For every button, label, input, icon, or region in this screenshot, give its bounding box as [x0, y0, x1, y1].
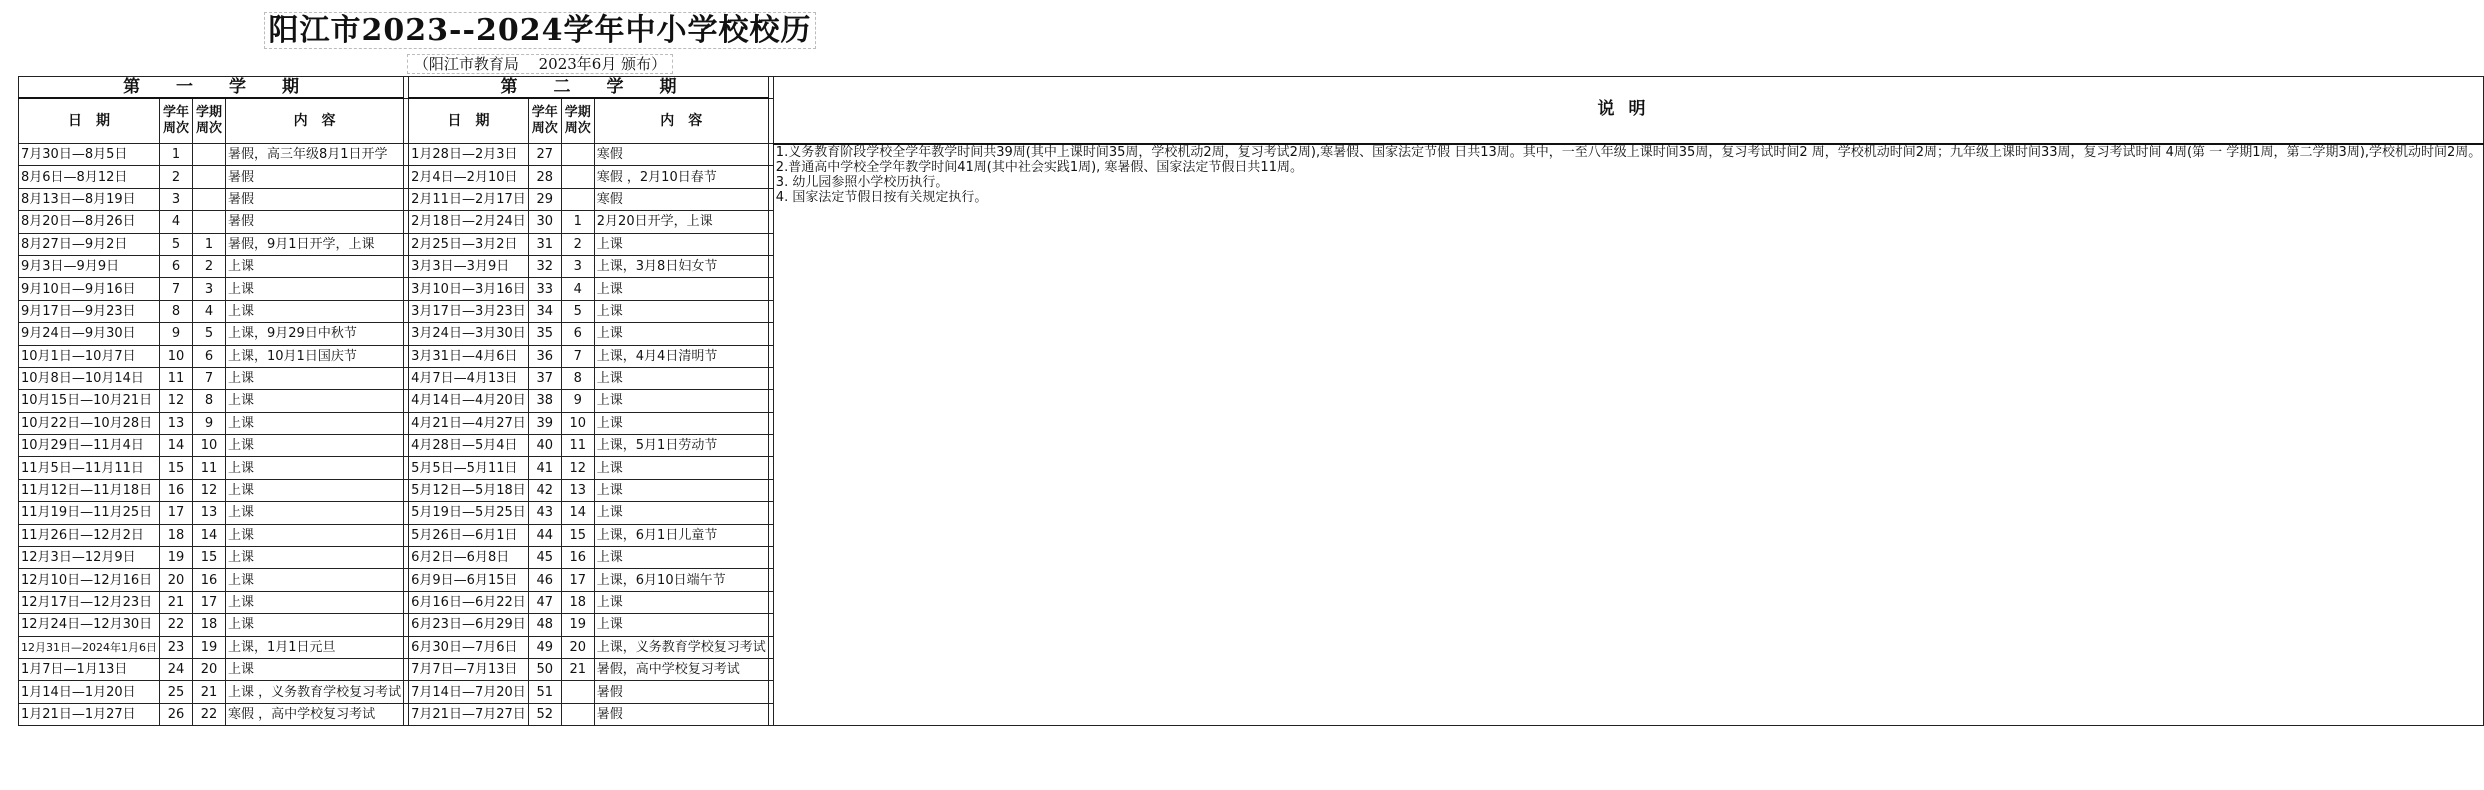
s2-school-week-cell: 40	[528, 435, 561, 457]
s1-content-cell: 暑假，高三年级8月1日开学	[226, 144, 404, 166]
s2-date-cell: 5月12日—5月18日	[409, 479, 529, 501]
s2-school-week-cell: 38	[528, 390, 561, 412]
s1-date-cell: 7月30日—8月5日	[19, 144, 160, 166]
s2-school-week-cell: 41	[528, 457, 561, 479]
s2-date-cell: 3月31日—4月6日	[409, 345, 529, 367]
s1-term-week-cell: 20	[193, 658, 226, 680]
s1-term-week-cell: 6	[193, 345, 226, 367]
s1-school-week-cell: 15	[160, 457, 193, 479]
s1-school-week-cell: 25	[160, 681, 193, 703]
s1-term-week-cell: 17	[193, 591, 226, 613]
s2-term-week-cell	[561, 681, 594, 703]
s1-content-cell: 上课	[226, 658, 404, 680]
s2-school-week-cell: 44	[528, 524, 561, 546]
s2-content-cell: 暑假	[594, 703, 768, 725]
s1-content-cell: 上课	[226, 524, 404, 546]
s2-term-week-cell: 21	[561, 658, 594, 680]
s1-school-week-cell: 7	[160, 278, 193, 300]
column-gap	[768, 681, 773, 703]
s1-content-cell: 暑假	[226, 166, 404, 188]
s2-content-cell: 上课，3月8日妇女节	[594, 255, 768, 277]
s2-content-cell: 上课，义务教育学校复习考试	[594, 636, 768, 658]
s2-school-week-cell: 30	[528, 211, 561, 233]
s1-school-week-cell: 20	[160, 569, 193, 591]
s2-term-week-cell: 6	[561, 323, 594, 345]
s2-content-cell: 上课	[594, 591, 768, 613]
column-gap	[768, 233, 773, 255]
s1-content-cell: 上课，1月1日元旦	[226, 636, 404, 658]
s1-date-cell: 8月27日—9月2日	[19, 233, 160, 255]
s1-school-week-cell: 23	[160, 636, 193, 658]
s2-school-week-cell: 47	[528, 591, 561, 613]
s1-school-week-cell: 14	[160, 435, 193, 457]
s1-term-week-cell: 12	[193, 479, 226, 501]
s1-term-week-cell: 5	[193, 323, 226, 345]
s2-content-cell: 上课	[594, 457, 768, 479]
s1-content-cell: 上课	[226, 255, 404, 277]
s2-term-week-cell: 1	[561, 211, 594, 233]
s2-term-week-cell: 20	[561, 636, 594, 658]
s2-date-cell: 5月26日—6月1日	[409, 524, 529, 546]
school-calendar-table	[18, 76, 2484, 726]
s2-content-cell: 上课	[594, 300, 768, 322]
s2-term-week-cell: 14	[561, 502, 594, 524]
s1-term-week-cell	[193, 188, 226, 210]
s1-content-cell: 上课	[226, 502, 404, 524]
s1-content-cell: 上课	[226, 479, 404, 501]
notes-header: 说明	[773, 77, 2484, 144]
s2-date-cell: 7月21日—7月27日	[409, 703, 529, 725]
s2-school-week-cell: 28	[528, 166, 561, 188]
semester-header-row	[19, 77, 2484, 99]
column-gap	[768, 435, 773, 457]
column-gap	[768, 345, 773, 367]
s1-term-week-cell: 15	[193, 547, 226, 569]
column-gap	[768, 547, 773, 569]
s1-date-cell: 11月19日—11月25日	[19, 502, 160, 524]
s2-date-cell: 6月16日—6月22日	[409, 591, 529, 613]
s1-term-week-cell: 13	[193, 502, 226, 524]
notes-panel	[773, 144, 2484, 726]
column-gap	[768, 502, 773, 524]
s2-date-cell: 4月21日—4月27日	[409, 412, 529, 434]
s2-school-week-cell: 32	[528, 255, 561, 277]
s2-date-cell: 6月9日—6月15日	[409, 569, 529, 591]
s1-term-week-cell: 2	[193, 255, 226, 277]
s1-term-week-cell: 10	[193, 435, 226, 457]
s2-term-week-cell: 17	[561, 569, 594, 591]
s2-content-cell: 寒假	[594, 144, 768, 166]
s1-term-week-cell: 9	[193, 412, 226, 434]
s1-term-week-cell: 7	[193, 367, 226, 389]
s1-term-week-cell	[193, 144, 226, 166]
column-gap	[768, 703, 773, 725]
s2-content-cell: 寒假	[594, 188, 768, 210]
s2-term-week-cell: 12	[561, 457, 594, 479]
s2-content-cell: 上课	[594, 278, 768, 300]
s2-school-week-cell: 48	[528, 614, 561, 636]
s2-term-week-cell: 8	[561, 367, 594, 389]
s1-school-week-cell: 2	[160, 166, 193, 188]
semester2-header: 第二学期	[409, 77, 769, 99]
s2-term-week-cell	[561, 166, 594, 188]
s1-content-cell: 上课	[226, 300, 404, 322]
s1-content-cell: 上课	[226, 569, 404, 591]
s2-school-week-cell: 43	[528, 502, 561, 524]
s2-school-week-cell: 29	[528, 188, 561, 210]
s2-school-week-cell: 46	[528, 569, 561, 591]
s1-content-cell: 暑假	[226, 188, 404, 210]
s1-date-cell: 1月7日—1月13日	[19, 658, 160, 680]
s2-content-cell: 2月20日开学，上课	[594, 211, 768, 233]
s2-content-cell: 上课	[594, 614, 768, 636]
s1-content-cell: 上课	[226, 278, 404, 300]
s1-content-cell: 上课	[226, 614, 404, 636]
s1-school-week-cell: 10	[160, 345, 193, 367]
s1-content-cell: 上课	[226, 435, 404, 457]
s2-school-week-cell: 35	[528, 323, 561, 345]
s2-term-week-cell: 5	[561, 300, 594, 322]
s1-school-week-cell: 11	[160, 367, 193, 389]
s2-school-week-cell: 33	[528, 278, 561, 300]
s2-school-week-cell: 31	[528, 233, 561, 255]
s2-content-cell: 上课	[594, 390, 768, 412]
column-gap	[768, 166, 773, 188]
s2-date-cell: 7月14日—7月20日	[409, 681, 529, 703]
s1-date-cell: 10月8日—10月14日	[19, 367, 160, 389]
column-gap	[768, 591, 773, 613]
column-gap	[768, 300, 773, 322]
s2-content-cell: 暑假	[594, 681, 768, 703]
s1-date-cell: 11月5日—11月11日	[19, 457, 160, 479]
s2-term-week-cell: 3	[561, 255, 594, 277]
s1-school-week-cell: 26	[160, 703, 193, 725]
s2-content-header: 内容	[594, 98, 768, 144]
s2-term-week-cell	[561, 703, 594, 725]
s1-date-header: 日期	[19, 98, 160, 144]
column-gap	[768, 457, 773, 479]
s1-school-week-cell: 22	[160, 614, 193, 636]
s1-content-header: 内容	[226, 98, 404, 144]
s2-school-week-cell: 36	[528, 345, 561, 367]
s1-content-cell: 寒假 ，高中学校复习考试	[226, 703, 404, 725]
s2-school-week-cell: 34	[528, 300, 561, 322]
s1-date-cell: 10月29日—11月4日	[19, 435, 160, 457]
s1-date-cell: 9月17日—9月23日	[19, 300, 160, 322]
s1-term-week-cell: 18	[193, 614, 226, 636]
note-item: 4. 国家法定节假日按有关规定执行。	[775, 189, 988, 205]
s2-school-week-cell: 51	[528, 681, 561, 703]
s1-term-week-cell: 14	[193, 524, 226, 546]
s2-date-cell: 5月5日—5月11日	[409, 457, 529, 479]
s2-school-week-header: 学年周次	[528, 98, 561, 144]
s1-school-week-cell: 3	[160, 188, 193, 210]
s1-date-cell: 9月3日—9月9日	[19, 255, 160, 277]
s2-content-cell: 暑假，高中学校复习考试	[594, 658, 768, 680]
column-gap	[768, 524, 773, 546]
s2-term-week-cell: 16	[561, 547, 594, 569]
s2-date-cell: 3月17日—3月23日	[409, 300, 529, 322]
s2-date-cell: 2月25日—3月2日	[409, 233, 529, 255]
s1-term-week-cell: 1	[193, 233, 226, 255]
s1-term-week-cell: 19	[193, 636, 226, 658]
s1-content-cell: 上课	[226, 457, 404, 479]
column-gap	[768, 367, 773, 389]
s1-school-week-cell: 4	[160, 211, 193, 233]
s2-content-cell: 上课	[594, 502, 768, 524]
s2-content-cell: 上课，5月1日劳动节	[594, 435, 768, 457]
s1-term-week-cell: 3	[193, 278, 226, 300]
s1-date-cell: 8月20日—8月26日	[19, 211, 160, 233]
s2-term-week-cell: 7	[561, 345, 594, 367]
column-gap	[768, 255, 773, 277]
s2-term-week-cell	[561, 188, 594, 210]
s1-school-week-cell: 18	[160, 524, 193, 546]
s2-date-cell: 7月7日—7月13日	[409, 658, 529, 680]
s1-term-week-cell: 16	[193, 569, 226, 591]
s2-date-cell: 4月7日—4月13日	[409, 367, 529, 389]
s1-content-cell: 上课，10月1日国庆节	[226, 345, 404, 367]
s1-school-week-cell: 8	[160, 300, 193, 322]
s1-content-cell: 暑假，9月1日开学，上课	[226, 233, 404, 255]
s2-date-cell: 6月30日—7月6日	[409, 636, 529, 658]
s2-content-cell: 上课	[594, 412, 768, 434]
s2-date-cell: 5月19日—5月25日	[409, 502, 529, 524]
column-gap	[768, 390, 773, 412]
s2-date-cell: 3月24日—3月30日	[409, 323, 529, 345]
s1-school-week-cell: 1	[160, 144, 193, 166]
s2-school-week-cell: 50	[528, 658, 561, 680]
s1-date-cell: 9月10日—9月16日	[19, 278, 160, 300]
s1-school-week-cell: 21	[160, 591, 193, 613]
column-gap	[768, 614, 773, 636]
s2-term-week-cell: 4	[561, 278, 594, 300]
s2-content-cell: 上课，4月4日清明节	[594, 345, 768, 367]
s1-school-week-cell: 13	[160, 412, 193, 434]
s2-content-cell: 上课	[594, 367, 768, 389]
s2-term-week-cell: 18	[561, 591, 594, 613]
s2-content-cell: 上课	[594, 479, 768, 501]
s1-date-cell: 10月1日—10月7日	[19, 345, 160, 367]
note-item: 3. 幼儿园参照小学校历执行。	[775, 174, 949, 190]
s1-date-cell: 1月14日—1月20日	[19, 681, 160, 703]
s2-school-week-cell: 27	[528, 144, 561, 166]
note-item: 2.普通高中学校全学年教学时间41周(其中社会实践1周), 寒暑假、国家法定节假日共11周。	[775, 159, 1303, 175]
s1-school-week-cell: 19	[160, 547, 193, 569]
s2-term-week-cell: 10	[561, 412, 594, 434]
s2-content-cell: 寒假 ，2月10日春节	[594, 166, 768, 188]
s1-school-week-cell: 17	[160, 502, 193, 524]
s1-term-week-cell: 21	[193, 681, 226, 703]
s1-content-cell: 上课 ，义务教育学校复习考试	[226, 681, 404, 703]
s2-date-cell: 2月18日—2月24日	[409, 211, 529, 233]
s1-school-week-cell: 5	[160, 233, 193, 255]
column-gap	[768, 278, 773, 300]
s2-school-week-cell: 52	[528, 703, 561, 725]
s1-date-cell: 11月26日—12月2日	[19, 524, 160, 546]
s2-date-header: 日期	[409, 98, 529, 144]
s2-date-cell: 6月2日—6月8日	[409, 547, 529, 569]
s1-date-cell: 8月6日—8月12日	[19, 166, 160, 188]
s1-term-week-cell: 8	[193, 390, 226, 412]
s1-content-cell: 上课	[226, 390, 404, 412]
s2-content-cell: 上课	[594, 547, 768, 569]
s1-date-cell: 9月24日—9月30日	[19, 323, 160, 345]
s2-date-cell: 4月14日—4月20日	[409, 390, 529, 412]
s1-term-week-cell	[193, 211, 226, 233]
s1-term-week-cell	[193, 166, 226, 188]
s2-school-week-cell: 42	[528, 479, 561, 501]
s2-date-cell: 3月10日—3月16日	[409, 278, 529, 300]
s2-content-cell: 上课	[594, 323, 768, 345]
s1-school-week-cell: 12	[160, 390, 193, 412]
s1-date-cell: 12月3日—12月9日	[19, 547, 160, 569]
column-gap	[768, 211, 773, 233]
s1-date-cell: 12月17日—12月23日	[19, 591, 160, 613]
s2-school-week-cell: 49	[528, 636, 561, 658]
table-row	[19, 144, 2484, 166]
column-gap	[768, 569, 773, 591]
s2-content-cell: 上课，6月10日端午节	[594, 569, 768, 591]
s1-term-week-cell: 22	[193, 703, 226, 725]
s1-school-week-cell: 16	[160, 479, 193, 501]
s1-date-cell: 11月12日—11月18日	[19, 479, 160, 501]
s2-term-week-cell: 2	[561, 233, 594, 255]
s2-date-cell: 1月28日—2月3日	[409, 144, 529, 166]
s2-school-week-cell: 39	[528, 412, 561, 434]
column-gap	[768, 412, 773, 434]
s1-term-week-cell: 4	[193, 300, 226, 322]
s1-date-cell: 10月15日—10月21日	[19, 390, 160, 412]
s1-content-cell: 上课，9月29日中秋节	[226, 323, 404, 345]
s2-date-cell: 6月23日—6月29日	[409, 614, 529, 636]
s2-date-cell: 3月3日—3月9日	[409, 255, 529, 277]
column-gap	[768, 636, 773, 658]
note-item: 1.义务教育阶段学校全学年教学时间共39周(其中上课时间35周，学校机动2周，复习考试2周),寒暑假、国家法定节假 日共13周。其中，一至八年级上课时间35周，复习考试时间2 周，学校机动时间2周；九年级上课时间33周，复习考试时间 4周(第 一 学期1周，第二学期3周),学校机动时间2周。	[775, 144, 2482, 160]
s2-date-cell: 2月11日—2月17日	[409, 188, 529, 210]
s2-term-week-cell: 11	[561, 435, 594, 457]
s2-term-week-cell: 15	[561, 524, 594, 546]
page-subtitle: （阳江市教育局 2023年6月 颁布）	[0, 54, 1080, 74]
s2-date-cell: 4月28日—5月4日	[409, 435, 529, 457]
s2-content-cell: 上课，6月1日儿童节	[594, 524, 768, 546]
s1-date-cell: 12月31日—2024年1月6日	[19, 636, 160, 658]
column-gap	[768, 188, 773, 210]
page-title: 阳江市2023--2024学年中小学校校历	[0, 10, 1080, 52]
s1-content-cell: 上课	[226, 591, 404, 613]
s1-content-cell: 上课	[226, 547, 404, 569]
s1-school-week-cell: 6	[160, 255, 193, 277]
s1-content-cell: 上课	[226, 367, 404, 389]
s2-school-week-cell: 45	[528, 547, 561, 569]
s1-date-cell: 10月22日—10月28日	[19, 412, 160, 434]
s1-date-cell: 8月13日—8月19日	[19, 188, 160, 210]
s2-term-week-header: 学期周次	[561, 98, 594, 144]
column-gap	[768, 479, 773, 501]
s2-term-week-cell: 9	[561, 390, 594, 412]
s1-content-cell: 暑假	[226, 211, 404, 233]
s2-term-week-cell: 13	[561, 479, 594, 501]
s1-date-cell: 12月24日—12月30日	[19, 614, 160, 636]
column-gap	[768, 323, 773, 345]
s2-content-cell: 上课	[594, 233, 768, 255]
column-gap	[768, 658, 773, 680]
s2-school-week-cell: 37	[528, 367, 561, 389]
s2-term-week-cell	[561, 144, 594, 166]
s1-date-cell: 12月10日—12月16日	[19, 569, 160, 591]
s1-school-week-cell: 9	[160, 323, 193, 345]
s2-date-cell: 2月4日—2月10日	[409, 166, 529, 188]
s1-term-week-header: 学期周次	[193, 98, 226, 144]
s1-content-cell: 上课	[226, 412, 404, 434]
s1-school-week-header: 学年周次	[160, 98, 193, 144]
s1-school-week-cell: 24	[160, 658, 193, 680]
s2-term-week-cell: 19	[561, 614, 594, 636]
s1-term-week-cell: 11	[193, 457, 226, 479]
semester1-header: 第一学期	[19, 77, 404, 99]
s1-date-cell: 1月21日—1月27日	[19, 703, 160, 725]
